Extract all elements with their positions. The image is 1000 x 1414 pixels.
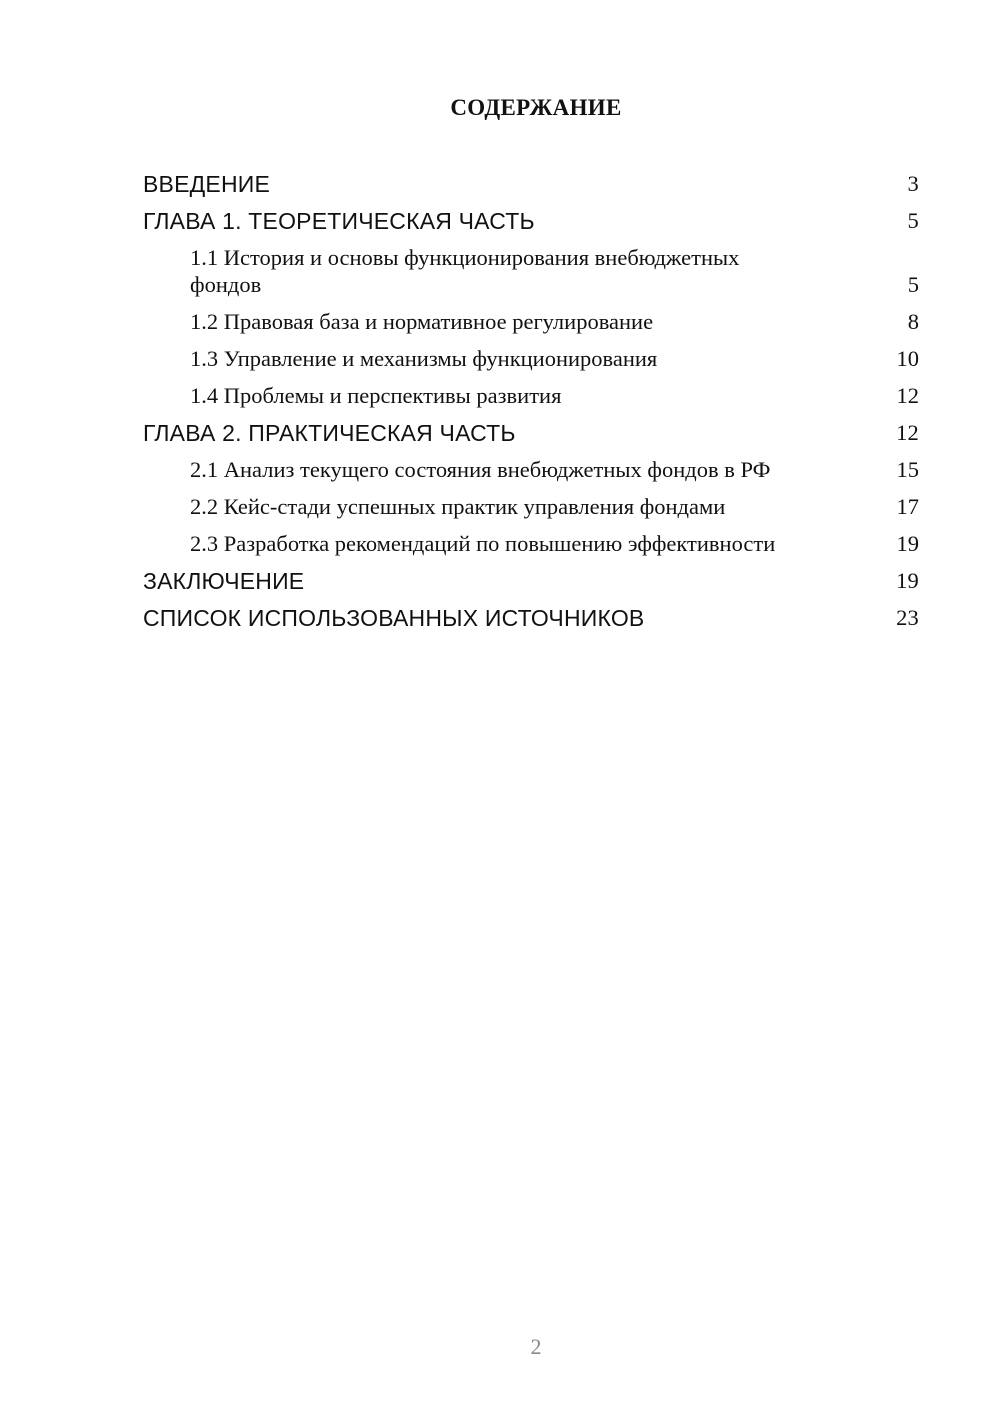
toc-entry-text: 2.3 Разработка рекомендаций по повышению эффективности [190,531,776,556]
page-title: СОДЕРЖАНИЕ [450,95,622,120]
toc-entry-section-1-1[interactable] [143,244,919,298]
table-of-contents [143,170,919,641]
toc-entry-text: ГЛАВА 2. ПРАКТИЧЕСКАЯ ЧАСТЬ [143,420,516,446]
toc-entry-page: 5 [907,208,919,233]
toc-entry-section-1-2[interactable] [143,308,919,335]
toc-entry-chapter-2[interactable] [143,419,919,447]
toc-entry-section-2-1[interactable] [143,456,919,483]
toc-entry-text: ВВЕДЕНИЕ [143,171,271,197]
toc-entry-section-1-4[interactable] [143,382,919,409]
toc-entry-section-2-3[interactable] [143,530,919,557]
toc-entry-page: 12 [896,420,919,445]
toc-entry-page: 19 [896,568,919,593]
toc-entry-section-1-3[interactable] [143,345,919,372]
toc-entry-text: 2.1 Анализ текущего состояния внебюджетных фондов в РФ [190,457,771,482]
toc-entry-introduction[interactable] [143,170,919,198]
toc-entry-page: 23 [896,605,919,630]
toc-entry-text: ГЛАВА 1. ТЕОРЕТИЧЕСКАЯ ЧАСТЬ [143,208,535,234]
toc-entry-page: 15 [896,457,919,482]
toc-entry-chapter-1[interactable] [143,207,919,235]
toc-entry-page: 12 [896,383,919,408]
toc-entry-page: 5 [907,272,919,297]
toc-entry-page: 10 [896,346,919,371]
toc-entry-text: ЗАКЛЮЧЕНИЕ [143,568,305,594]
toc-entry-conclusion[interactable] [143,567,919,595]
toc-entry-text: 1.1 История и основы функционирования внебюджетных фондов [190,245,740,297]
page-number: 2 [530,1334,542,1359]
toc-entry-references[interactable] [143,604,919,632]
toc-entry-page: 8 [907,309,919,334]
toc-entry-page: 19 [896,531,919,556]
toc-entry-page: 17 [896,494,919,519]
toc-entry-text: 1.3 Управление и механизмы функционирования [190,346,658,371]
toc-entry-text: 1.2 Правовая база и нормативное регулирование [190,309,654,334]
toc-entry-text: СПИСОК ИСПОЛЬЗОВАННЫХ ИСТОЧНИКОВ [143,605,645,631]
toc-entry-text: 1.4 Проблемы и перспективы развития [190,383,562,408]
toc-entry-text: 2.2 Кейс-стади успешных практик управления фондами [190,494,726,519]
toc-entry-section-2-2[interactable] [143,493,919,520]
toc-entry-page: 3 [907,171,919,196]
